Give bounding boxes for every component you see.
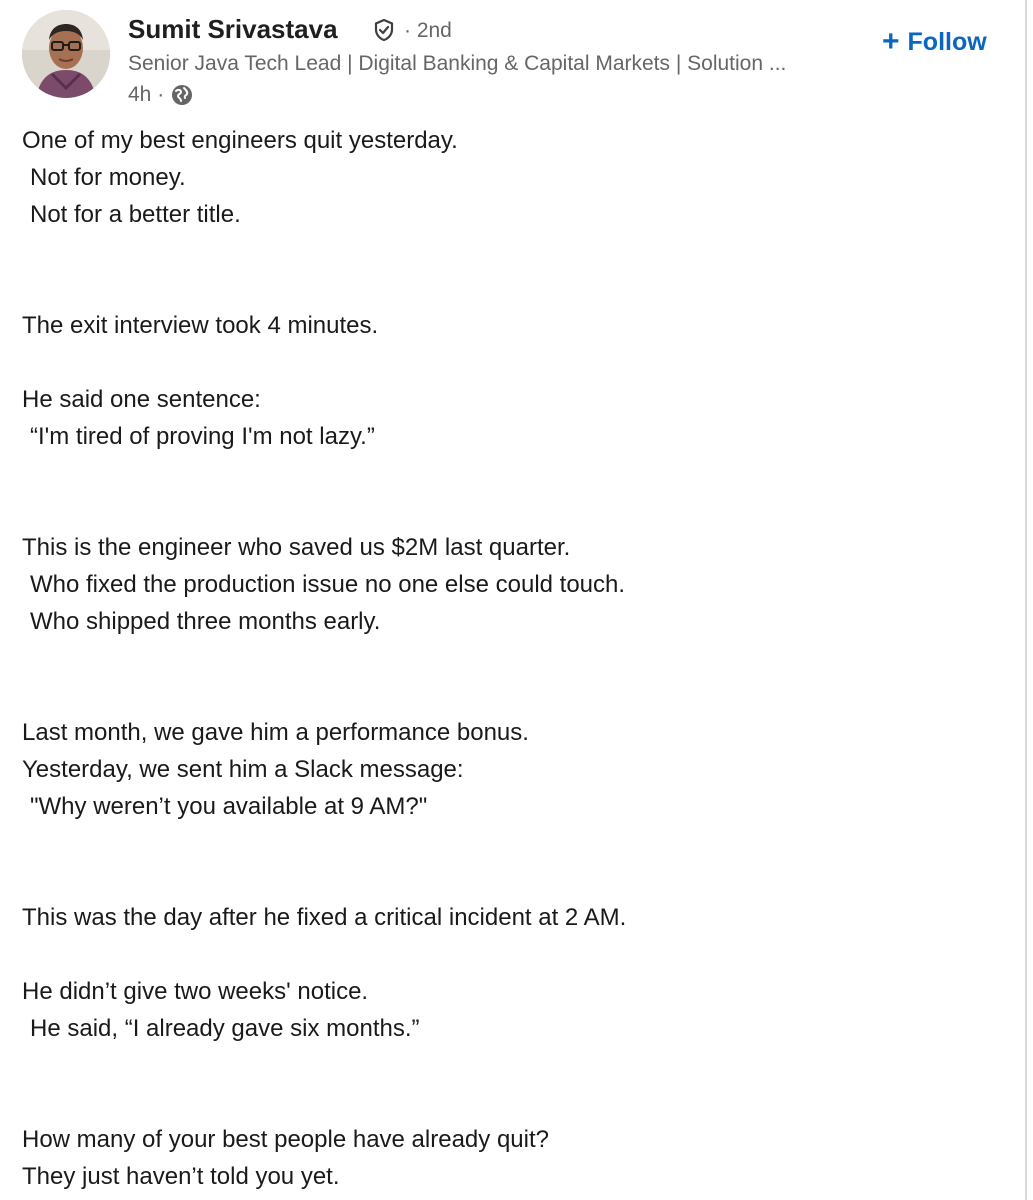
plus-icon: + (882, 25, 900, 58)
post-line: "Why weren’t you available at 9 AM?" (30, 793, 428, 820)
author-headline: Senior Java Tech Lead | Digital Banking & Capital Markets | Solution ... (128, 52, 787, 75)
post-line: This was the day after he fixed a critical incident at 2 AM. (22, 904, 627, 931)
post-line: He said, “I already gave six months.” (30, 1015, 420, 1042)
post-line: They just haven’t told you yet. (22, 1163, 340, 1190)
post-line: The exit interview took 4 minutes. (22, 312, 379, 339)
connection-degree: · 2nd (404, 19, 452, 42)
post-line: He didn’t give two weeks' notice. (22, 978, 369, 1005)
post-line: Who fixed the production issue no one else could touch. (30, 571, 626, 598)
post-line: Not for a better title. (30, 201, 241, 228)
post-line: Last month, we gave him a performance bonus. (22, 719, 529, 746)
post-line: He said one sentence: (22, 386, 261, 413)
author-name[interactable]: Sumit Srivastava (128, 14, 338, 44)
post-line: This is the engineer who saved us $2M last quarter. (22, 534, 571, 561)
post-line: How many of your best people have already quit? (22, 1126, 549, 1153)
post-time: 4h · (128, 83, 165, 106)
post-line: Who shipped three months early. (30, 608, 381, 635)
post-line: Not for money. (30, 164, 186, 191)
post-line: “I'm tired of proving I'm not lazy.” (30, 423, 375, 450)
post-body (22, 0, 1022, 1200)
follow-label: Follow (907, 27, 987, 56)
frame-border (1025, 0, 1027, 1200)
post-line: One of my best engineers quit yesterday. (22, 127, 458, 154)
post-line: Yesterday, we sent him a Slack message: (22, 756, 464, 783)
